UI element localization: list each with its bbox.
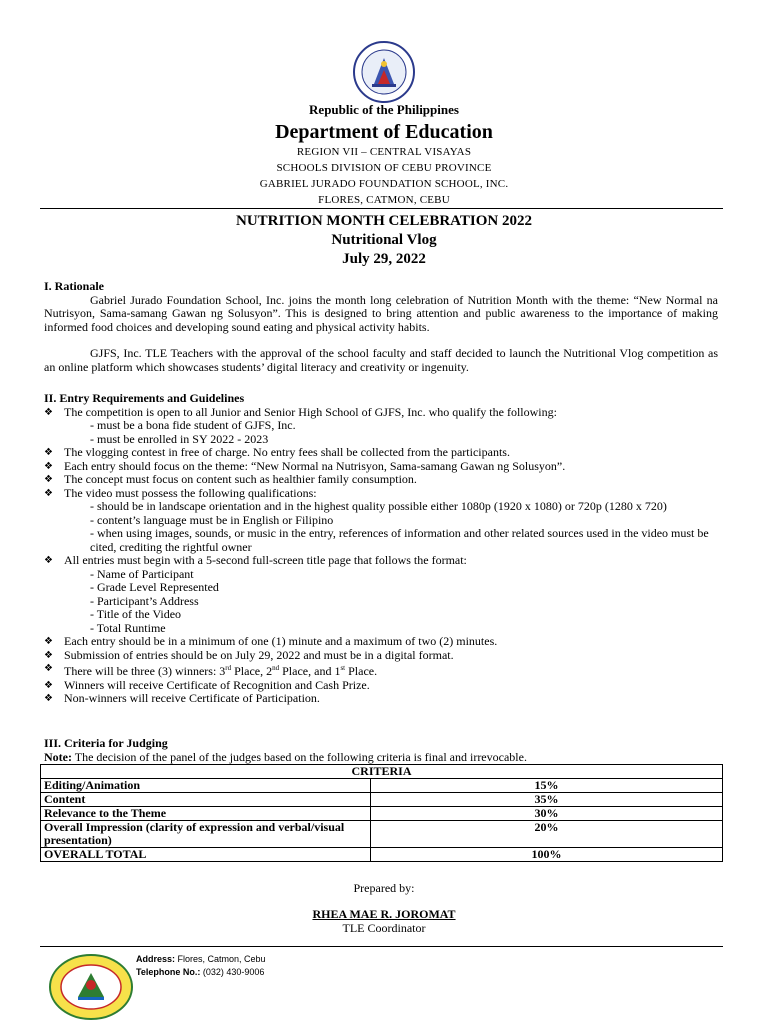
list-item: [44, 662, 718, 679]
sub-item: - Total Runtime: [90, 620, 166, 635]
table-row: [41, 793, 723, 807]
sub-item: - when using images, sounds, or music in the entry, references of information and other related sources used in the video must be cited, crediting the rightful owner: [90, 526, 709, 554]
criteria-section: [44, 737, 718, 764]
sub-item: - Title of the Video: [90, 607, 182, 621]
school-line: GABRIEL JURADO FOUNDATION SCHOOL, INC.: [259, 178, 509, 190]
sub-item: - should be in landscape orientation and in the highest quality possible either 1080p (1920 x 1080) or 720p (1280 x 720): [90, 499, 667, 513]
list-item: [44, 487, 718, 501]
sub-item: - content’s language must be in English or Filipino: [90, 512, 334, 527]
event-subtitle: Nutritional Vlog: [331, 232, 437, 248]
diamond-bullet-icon: ❖: [44, 663, 53, 674]
criterion-name: Relevance to the Theme: [41, 807, 371, 821]
list-item: [44, 473, 718, 487]
sub-item: - Grade Level Represented: [90, 580, 219, 594]
department-title: Department of Education: [275, 121, 493, 143]
list-item: [44, 460, 718, 474]
sub-item: - Name of Participant: [90, 566, 194, 581]
sub-item: - Participant’s Address: [90, 593, 199, 608]
rationale-paragraph-2: GJFS, Inc. TLE Teachers with the approval of the school faculty and staff decided to launch the Nutritional Vlog competition as an online platform which showcases students’ digital literacy and creativity or ingenuity.: [44, 346, 718, 374]
list-item-text: Each entry should be in a minimum of one (1) minute and a maximum of two (2) minutes.: [64, 634, 498, 648]
prepared-by-label: Prepared by:: [353, 881, 415, 895]
total-percent: 100%: [371, 848, 723, 862]
footer-divider: [40, 946, 723, 947]
division-line: SCHOOLS DIVISION OF CEBU PROVINCE: [276, 162, 492, 174]
diamond-bullet-icon: ❖: [44, 460, 53, 472]
diamond-bullet-icon: ❖: [44, 636, 53, 647]
header-divider: [40, 208, 723, 209]
deped-seal-logo: [342, 40, 426, 104]
list-item: [44, 554, 718, 568]
diamond-bullet-icon: ❖: [44, 406, 53, 418]
criterion-name: Content: [41, 793, 371, 807]
criterion-percent: 15%: [371, 779, 723, 793]
table-row: [41, 807, 723, 821]
criterion-name: Editing/Animation: [41, 779, 371, 793]
region-line: REGION VII – CENTRAL VISAYAS: [296, 146, 472, 158]
sub-item: - must be enrolled in SY 2022 - 2023: [90, 431, 269, 446]
list-item: [44, 692, 718, 706]
address-line: FLORES, CATMON, CEBU: [318, 194, 450, 206]
list-item-text: Winners will receive Certificate of Recognition and Cash Prize.: [64, 677, 370, 692]
diamond-bullet-icon: ❖: [44, 487, 53, 499]
list-item-text: Non-winners will receive Certificate of Participation.: [64, 691, 320, 705]
signatory-role: TLE Coordinator: [342, 921, 426, 935]
table-row: [41, 821, 723, 848]
table-row: [41, 779, 723, 793]
diamond-bullet-icon: ❖: [44, 649, 53, 661]
event-title: NUTRITION MONTH CELEBRATION 2022: [235, 213, 532, 229]
event-date: July 29, 2022: [342, 251, 426, 267]
criterion-percent: 30%: [371, 807, 723, 821]
rationale-section: [44, 280, 718, 374]
list-item-text: There will be three (3) winners: 3rd Place, 2nd Place, and 1st Place.: [64, 664, 378, 678]
criteria-note: Note: The decision of the panel of the judges based on the following criteria is final and irrevocable.: [44, 749, 527, 764]
table-total-row: [41, 848, 723, 862]
section-heading: III. Criteria for Judging: [44, 736, 168, 750]
school-logo: [48, 953, 134, 1021]
list-item: [44, 635, 718, 649]
diamond-bullet-icon: ❖: [44, 474, 53, 485]
requirements-section: [44, 392, 718, 706]
list-item-text: The concept must focus on content such as healthier family consumption.: [64, 472, 417, 486]
diamond-bullet-icon: ❖: [44, 555, 53, 566]
list-item: [44, 649, 718, 663]
section-heading: I. Rationale: [44, 279, 104, 293]
section-heading: II. Entry Requirements and Guidelines: [44, 391, 245, 405]
footer-phone: Telephone No.: (032) 430-9006: [136, 967, 265, 977]
diamond-bullet-icon: ❖: [44, 679, 53, 691]
republic-line: Republic of the Philippines: [309, 102, 459, 117]
list-item-text: The video must possess the following qualifications:: [64, 485, 317, 500]
list-item: [44, 446, 718, 460]
list-item: [44, 679, 718, 693]
list-item-text: The vlogging contest in free of charge. No entry fees shall be collected from the participants.: [64, 445, 510, 459]
list-item-text: Submission of entries should be on July 29, 2022 and must be in a digital format.: [64, 647, 454, 662]
diamond-bullet-icon: ❖: [44, 447, 53, 458]
signatory-name: RHEA MAE R. JOROMAT: [312, 907, 456, 921]
list-item-text: All entries must begin with a 5-second full-screen title page that follows the format:: [64, 553, 467, 567]
criterion-percent: 35%: [371, 793, 723, 807]
list-item-text: Each entry should focus on the theme: “New Normal na Nutrisyon, Sama-samang Gawan ng Solusyon”.: [64, 458, 566, 473]
diamond-bullet-icon: ❖: [44, 693, 53, 704]
total-label: OVERALL TOTAL: [41, 848, 371, 862]
table-header: CRITERIA: [41, 765, 723, 779]
criteria-table: [40, 764, 723, 862]
footer-address: Address: Flores, Catmon, Cebu: [136, 954, 266, 964]
sub-item: - must be a bona fide student of GJFS, Inc.: [90, 418, 296, 432]
criterion-percent: 20%: [371, 821, 723, 848]
list-item-text: The competition is open to all Junior and Senior High School of GJFS, Inc. who qualify the following:: [64, 404, 557, 419]
criterion-name: Overall Impression (clarity of expression and verbal/visual presentation): [41, 821, 371, 848]
list-item: [44, 406, 718, 420]
rationale-paragraph-1: Gabriel Jurado Foundation School, Inc. joins the month long celebration of Nutrition Month with the theme: “New Normal na Nutrisyon, Sama-samang Gawan ng Solusyon”. This is designed to bring attention and public awareness to the importance of making informed food choices and developing sound eating and physical activity habits.: [44, 292, 718, 334]
table-header-row: [41, 765, 723, 779]
